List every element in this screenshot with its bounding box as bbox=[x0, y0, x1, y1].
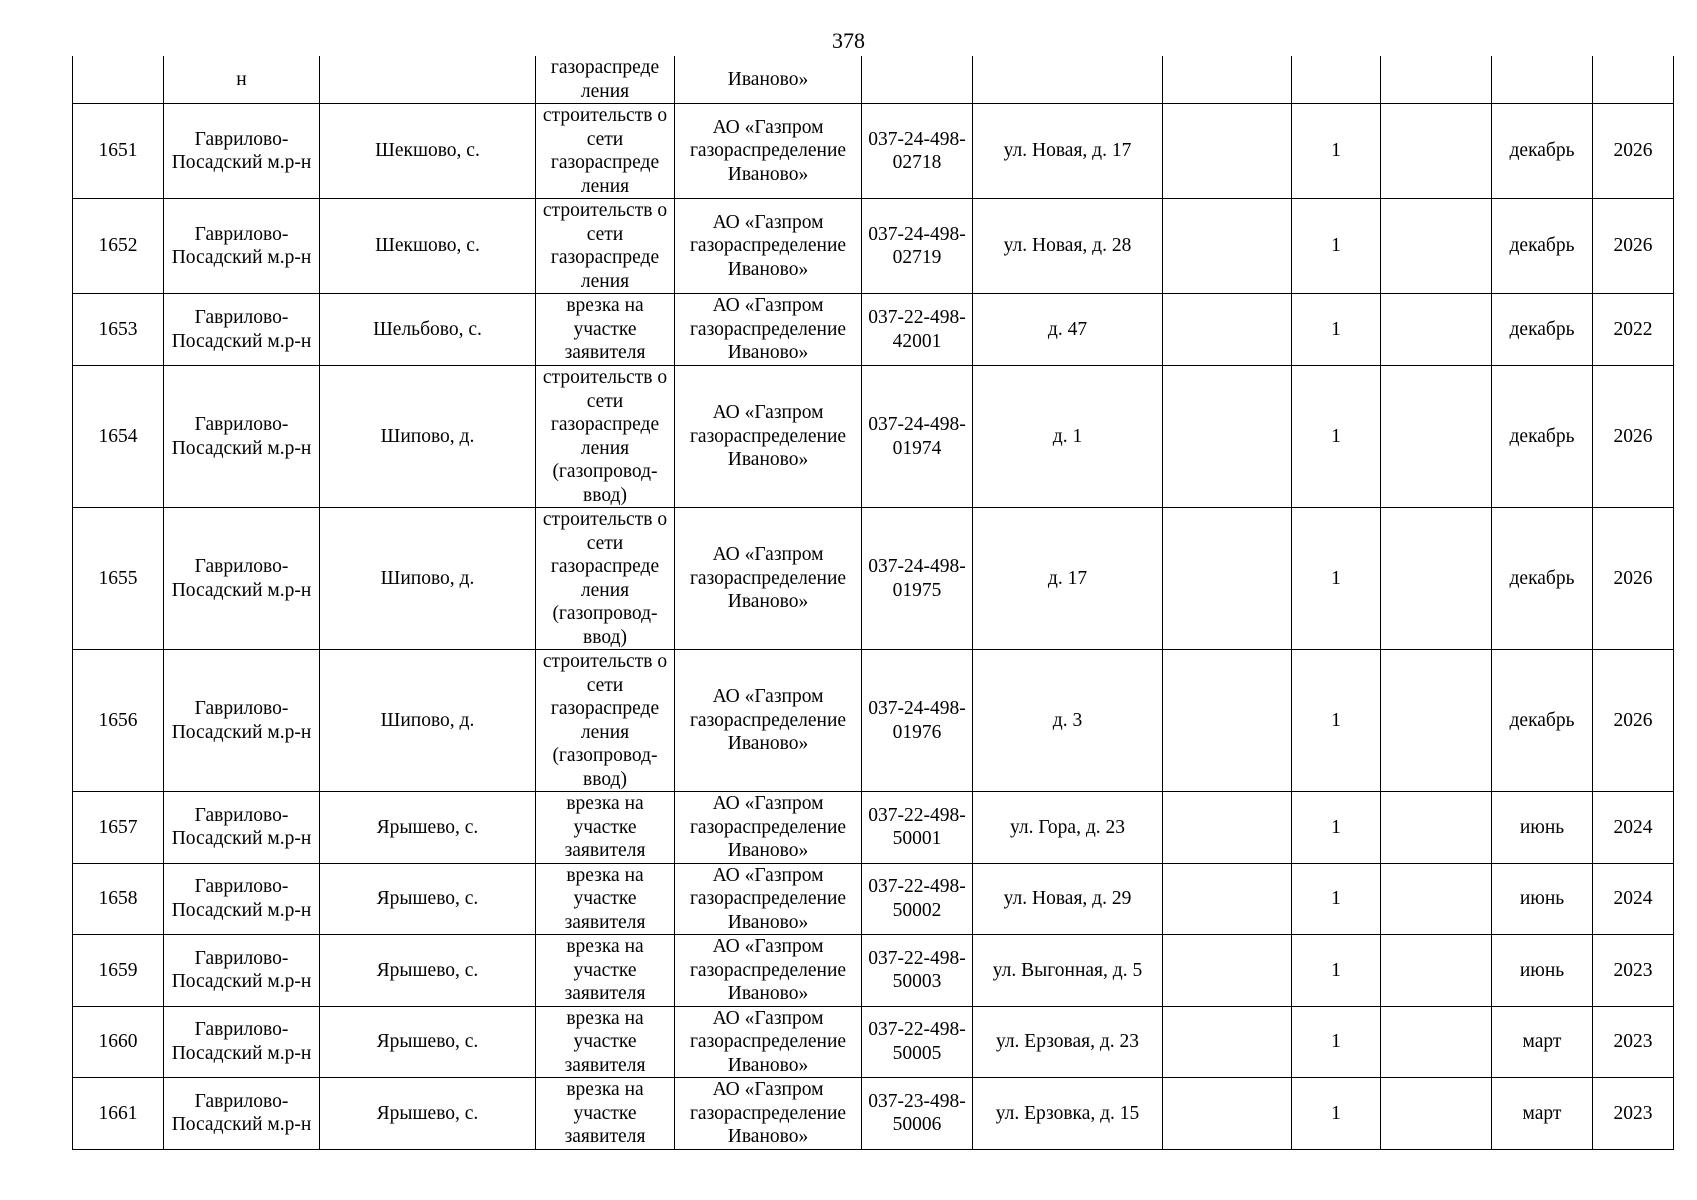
cell-district: Гаврилово-Посадский м.р-н bbox=[164, 199, 320, 294]
cell-year: 2026 bbox=[1593, 104, 1674, 199]
cell-organization: АО «Газпром газораспределение Иваново» bbox=[675, 104, 862, 199]
cell-month: декабрь bbox=[1492, 104, 1593, 199]
cell-address: ул. Новая, д. 29 bbox=[973, 863, 1163, 935]
cell-month: март bbox=[1492, 1006, 1593, 1078]
cell-organization: АО «Газпром газораспределение Иваново» bbox=[675, 863, 862, 935]
cell-address: д. 1 bbox=[973, 366, 1163, 508]
cell-number: 1654 bbox=[73, 366, 164, 508]
cell-year: 2023 bbox=[1593, 1078, 1674, 1150]
cell-count: 1 bbox=[1292, 863, 1381, 935]
cell-empty bbox=[1381, 199, 1492, 294]
table-row bbox=[73, 792, 1674, 864]
cell-code: 037-24-498-01975 bbox=[862, 508, 973, 650]
cell-organization: Иваново» bbox=[675, 56, 862, 104]
cell-code: 037-22-498-50005 bbox=[862, 1006, 973, 1078]
cell-locality: Шекшово, с. bbox=[320, 199, 536, 294]
cell-address: ул. Ерзовая, д. 23 bbox=[973, 1006, 1163, 1078]
cell-district: Гаврилово-Посадский м.р-н bbox=[164, 1078, 320, 1150]
cell-year bbox=[1593, 56, 1674, 104]
cell-work-type: врезка на участке заявителя bbox=[536, 1078, 675, 1150]
cell-empty bbox=[1381, 366, 1492, 508]
continued-row bbox=[73, 56, 1674, 104]
cell-count: 1 bbox=[1292, 294, 1381, 366]
cell-locality: Ярышево, с. bbox=[320, 935, 536, 1007]
cell-empty bbox=[1381, 863, 1492, 935]
cell-empty bbox=[1163, 104, 1292, 199]
page-number: 378 bbox=[832, 28, 865, 53]
cell-organization: АО «Газпром газораспределение Иваново» bbox=[675, 1078, 862, 1150]
cell-count: 1 bbox=[1292, 366, 1381, 508]
cell-number: 1651 bbox=[73, 104, 164, 199]
table-row bbox=[73, 104, 1674, 199]
cell-district: Гаврилово-Посадский м.р-н bbox=[164, 104, 320, 199]
cell-empty bbox=[1163, 863, 1292, 935]
cell-year: 2024 bbox=[1593, 792, 1674, 864]
cell-empty bbox=[1381, 508, 1492, 650]
cell-code: 037-22-498-50002 bbox=[862, 863, 973, 935]
cell-organization: АО «Газпром газораспределение Иваново» bbox=[675, 792, 862, 864]
cell-month bbox=[1492, 56, 1593, 104]
cell-district: Гаврилово-Посадский м.р-н bbox=[164, 792, 320, 864]
cell-code: 037-23-498-50006 bbox=[862, 1078, 973, 1150]
cell-organization: АО «Газпром газораспределение Иваново» bbox=[675, 935, 862, 1007]
cell-locality: Ярышево, с. bbox=[320, 1006, 536, 1078]
cell-address bbox=[973, 56, 1163, 104]
registry-table bbox=[72, 56, 1674, 1150]
cell-count: 1 bbox=[1292, 650, 1381, 792]
cell-district: Гаврилово-Посадский м.р-н bbox=[164, 935, 320, 1007]
cell-code: 037-22-498-42001 bbox=[862, 294, 973, 366]
cell-number: 1660 bbox=[73, 1006, 164, 1078]
cell-empty bbox=[1163, 792, 1292, 864]
cell-work-type: строительств о сети газораспреде ления (газопровод-ввод) bbox=[536, 650, 675, 792]
cell-empty bbox=[1163, 294, 1292, 366]
cell-district: Гаврилово-Посадский м.р-н bbox=[164, 863, 320, 935]
cell-empty bbox=[1381, 104, 1492, 199]
cell-month: июнь bbox=[1492, 863, 1593, 935]
cell-year: 2026 bbox=[1593, 199, 1674, 294]
cell-organization: АО «Газпром газораспределение Иваново» bbox=[675, 366, 862, 508]
cell-empty bbox=[1381, 1078, 1492, 1150]
cell-number: 1656 bbox=[73, 650, 164, 792]
cell-organization: АО «Газпром газораспределение Иваново» bbox=[675, 650, 862, 792]
cell-month: декабрь bbox=[1492, 508, 1593, 650]
table-row bbox=[73, 199, 1674, 294]
cell-year: 2022 bbox=[1593, 294, 1674, 366]
cell-empty bbox=[1381, 935, 1492, 1007]
table-row bbox=[73, 650, 1674, 792]
cell-number: 1661 bbox=[73, 1078, 164, 1150]
cell-empty bbox=[1381, 792, 1492, 864]
cell-address: д. 3 bbox=[973, 650, 1163, 792]
cell-month: март bbox=[1492, 1078, 1593, 1150]
cell-empty bbox=[1163, 366, 1292, 508]
cell-count: 1 bbox=[1292, 1006, 1381, 1078]
cell-code bbox=[862, 56, 973, 104]
cell-count: 1 bbox=[1292, 935, 1381, 1007]
cell-code: 037-22-498-50001 bbox=[862, 792, 973, 864]
cell-empty bbox=[1163, 1006, 1292, 1078]
table-row bbox=[73, 1006, 1674, 1078]
table-row bbox=[73, 366, 1674, 508]
cell-empty bbox=[1381, 56, 1492, 104]
cell-locality: Ярышево, с. bbox=[320, 863, 536, 935]
cell-work-type: строительств о сети газораспреде ления (газопровод-ввод) bbox=[536, 508, 675, 650]
cell-district: Гаврилово-Посадский м.р-н bbox=[164, 366, 320, 508]
cell-count bbox=[1292, 56, 1381, 104]
cell-count: 1 bbox=[1292, 792, 1381, 864]
cell-month: июнь bbox=[1492, 935, 1593, 1007]
cell-work-type: врезка на участке заявителя bbox=[536, 294, 675, 366]
cell-empty bbox=[1381, 650, 1492, 792]
cell-empty bbox=[1163, 1078, 1292, 1150]
cell-empty bbox=[1163, 56, 1292, 104]
table-row bbox=[73, 508, 1674, 650]
table-row bbox=[73, 935, 1674, 1007]
cell-number: 1652 bbox=[73, 199, 164, 294]
table-row bbox=[73, 1078, 1674, 1150]
cell-year: 2023 bbox=[1593, 1006, 1674, 1078]
cell-work-type: врезка на участке заявителя bbox=[536, 792, 675, 864]
cell-organization: АО «Газпром газораспределение Иваново» bbox=[675, 1006, 862, 1078]
table-row bbox=[73, 294, 1674, 366]
cell-empty bbox=[1163, 199, 1292, 294]
cell-year: 2026 bbox=[1593, 508, 1674, 650]
cell-count: 1 bbox=[1292, 199, 1381, 294]
cell-address: ул. Новая, д. 28 bbox=[973, 199, 1163, 294]
cell-locality: Шипово, д. bbox=[320, 650, 536, 792]
cell-locality bbox=[320, 56, 536, 104]
cell-locality: Шипово, д. bbox=[320, 508, 536, 650]
cell-district: Гаврилово-Посадский м.р-н bbox=[164, 650, 320, 792]
cell-month: декабрь bbox=[1492, 199, 1593, 294]
cell-work-type: газораспреде ления bbox=[536, 56, 675, 104]
cell-empty bbox=[1163, 650, 1292, 792]
cell-count: 1 bbox=[1292, 1078, 1381, 1150]
cell-locality: Шипово, д. bbox=[320, 366, 536, 508]
cell-code: 037-24-498-01976 bbox=[862, 650, 973, 792]
cell-locality: Шельбово, с. bbox=[320, 294, 536, 366]
cell-number: 1655 bbox=[73, 508, 164, 650]
cell-district: Гаврилово-Посадский м.р-н bbox=[164, 508, 320, 650]
cell-organization: АО «Газпром газораспределение Иваново» bbox=[675, 199, 862, 294]
cell-address: д. 17 bbox=[973, 508, 1163, 650]
cell-code: 037-24-498-02718 bbox=[862, 104, 973, 199]
cell-month: декабрь bbox=[1492, 294, 1593, 366]
cell-month: декабрь bbox=[1492, 366, 1593, 508]
cell-address: ул. Ерзовка, д. 15 bbox=[973, 1078, 1163, 1150]
cell-address: ул. Гора, д. 23 bbox=[973, 792, 1163, 864]
cell-district: н bbox=[164, 56, 320, 104]
cell-address: д. 47 bbox=[973, 294, 1163, 366]
cell-month: декабрь bbox=[1492, 650, 1593, 792]
cell-empty bbox=[1381, 1006, 1492, 1078]
cell-empty bbox=[1163, 935, 1292, 1007]
cell-code: 037-24-498-01974 bbox=[862, 366, 973, 508]
cell-work-type: строительств о сети газораспреде ления (газопровод-ввод) bbox=[536, 366, 675, 508]
cell-work-type: врезка на участке заявителя bbox=[536, 935, 675, 1007]
cell-count: 1 bbox=[1292, 104, 1381, 199]
cell-work-type: строительств о сети газораспреде ления bbox=[536, 199, 675, 294]
cell-count: 1 bbox=[1292, 508, 1381, 650]
cell-address: ул. Новая, д. 17 bbox=[973, 104, 1163, 199]
cell-year: 2023 bbox=[1593, 935, 1674, 1007]
cell-work-type: строительств о сети газораспреде ления bbox=[536, 104, 675, 199]
cell-organization: АО «Газпром газораспределение Иваново» bbox=[675, 294, 862, 366]
table-row bbox=[73, 863, 1674, 935]
cell-number: 1657 bbox=[73, 792, 164, 864]
cell-month: июнь bbox=[1492, 792, 1593, 864]
cell-year: 2026 bbox=[1593, 650, 1674, 792]
cell-work-type: врезка на участке заявителя bbox=[536, 863, 675, 935]
cell-number: 1659 bbox=[73, 935, 164, 1007]
cell-empty bbox=[1381, 294, 1492, 366]
cell-address: ул. Выгонная, д. 5 bbox=[973, 935, 1163, 1007]
cell-number: 1653 bbox=[73, 294, 164, 366]
table-body bbox=[73, 56, 1674, 1149]
cell-code: 037-24-498-02719 bbox=[862, 199, 973, 294]
cell-year: 2024 bbox=[1593, 863, 1674, 935]
cell-locality: Шекшово, с. bbox=[320, 104, 536, 199]
cell-year: 2026 bbox=[1593, 366, 1674, 508]
cell-number bbox=[73, 56, 164, 104]
cell-code: 037-22-498-50003 bbox=[862, 935, 973, 1007]
cell-locality: Ярышево, с. bbox=[320, 1078, 536, 1150]
cell-number: 1658 bbox=[73, 863, 164, 935]
cell-district: Гаврилово-Посадский м.р-н bbox=[164, 1006, 320, 1078]
cell-district: Гаврилово-Посадский м.р-н bbox=[164, 294, 320, 366]
cell-organization: АО «Газпром газораспределение Иваново» bbox=[675, 508, 862, 650]
cell-work-type: врезка на участке заявителя bbox=[536, 1006, 675, 1078]
cell-locality: Ярышево, с. bbox=[320, 792, 536, 864]
cell-empty bbox=[1163, 508, 1292, 650]
